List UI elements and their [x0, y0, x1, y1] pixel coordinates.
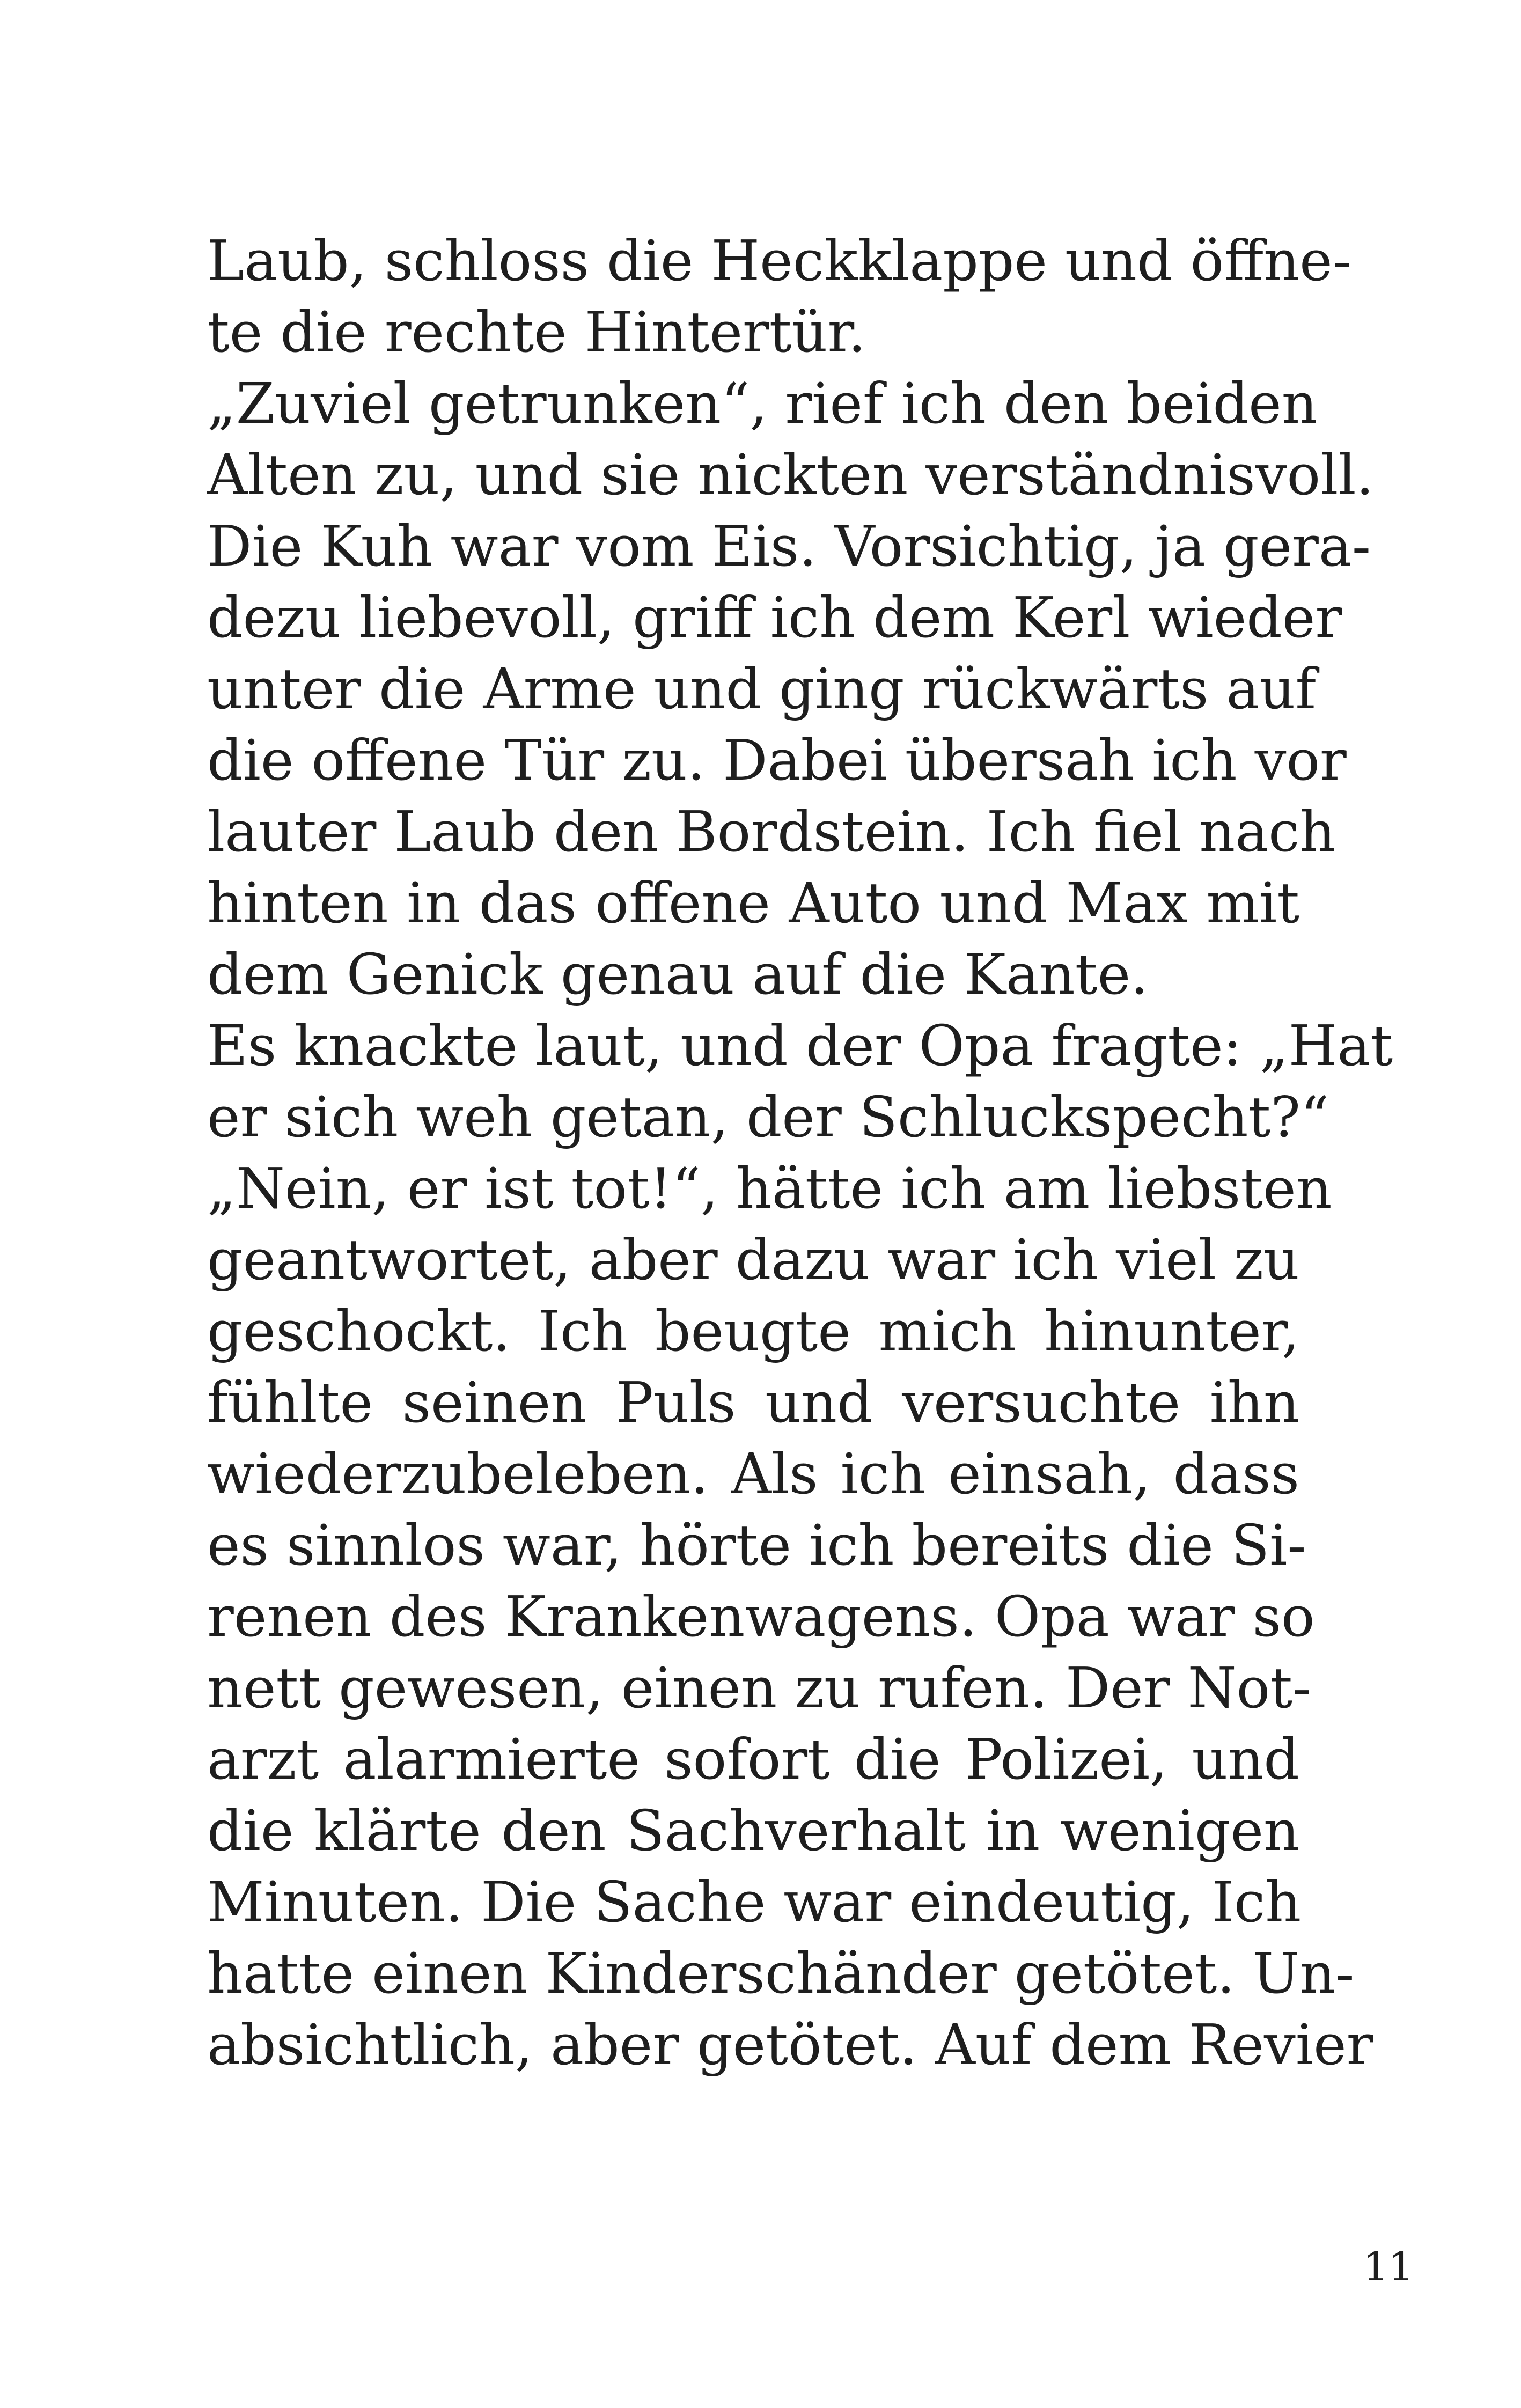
text-line: die offene Tür zu. Dabei übersah ich vor	[207, 728, 1347, 793]
text-line: geantwortet, aber dazu war ich viel zu	[207, 1227, 1299, 1293]
text-line: lauter Laub den Bordstein. Ich fiel nach	[207, 799, 1336, 864]
text-line: fühlte seinen Puls und versuchte ihn	[207, 1370, 1299, 1435]
text-line: es sinnlos war, hörte ich bereits die Si-	[207, 1513, 1306, 1578]
text-line: renen des Krankenwagens. Opa war so	[207, 1584, 1315, 1649]
text-line: hinten in das offene Auto und Max mit	[207, 870, 1299, 936]
text-line: absichtlich, aber getötet. Auf dem Revier	[207, 2012, 1373, 2077]
text-line: nett gewesen, einen zu rufen. Der Not-	[207, 1655, 1312, 1721]
text-line: wiederzubeleben. Als ich einsah, dass	[207, 1441, 1299, 1507]
text-line: Es knackte laut, und der Opa fragte: „Hat	[207, 1013, 1393, 1078]
text-line: dem Genick genau auf die Kante.	[207, 942, 1149, 1007]
text-line: er sich weh getan, der Schluckspecht?“	[207, 1084, 1329, 1150]
text-line: „Zuviel getrunken“, rief ich den beiden	[207, 371, 1318, 436]
text-line: die klärte den Sachverhalt in wenigen	[207, 1798, 1299, 1863]
text-line: „Nein, er ist tot!“, hätte ich am liebsten	[207, 1156, 1332, 1221]
body-text	[207, 225, 1393, 2081]
text-line: Laub, schloss die Heckklappe und öffne-	[207, 228, 1351, 293]
text-line: geschockt. Ich beugte mich hinunter,	[207, 1298, 1299, 1364]
text-line: unter die Arme und ging rückwärts auf	[207, 656, 1316, 722]
text-line: Minuten. Die Sache war eindeutig, Ich	[207, 1869, 1302, 1935]
text-line: hatte einen Kinderschänder getötet. Un-	[207, 1941, 1355, 2006]
text-line: Alten zu, und sie nickten verständnisvoll.	[207, 442, 1374, 508]
text-line: dezu liebevoll, griff ich dem Kerl wieder	[207, 585, 1342, 650]
text-line: arzt alarmierte sofort die Polizei, und	[207, 1727, 1299, 1792]
text-line: te die rechte Hintertür.	[207, 299, 866, 365]
text-line: Die Kuh war vom Eis. Vorsichtig, ja gera-	[207, 513, 1371, 579]
page-number: 11	[1363, 2244, 1414, 2290]
